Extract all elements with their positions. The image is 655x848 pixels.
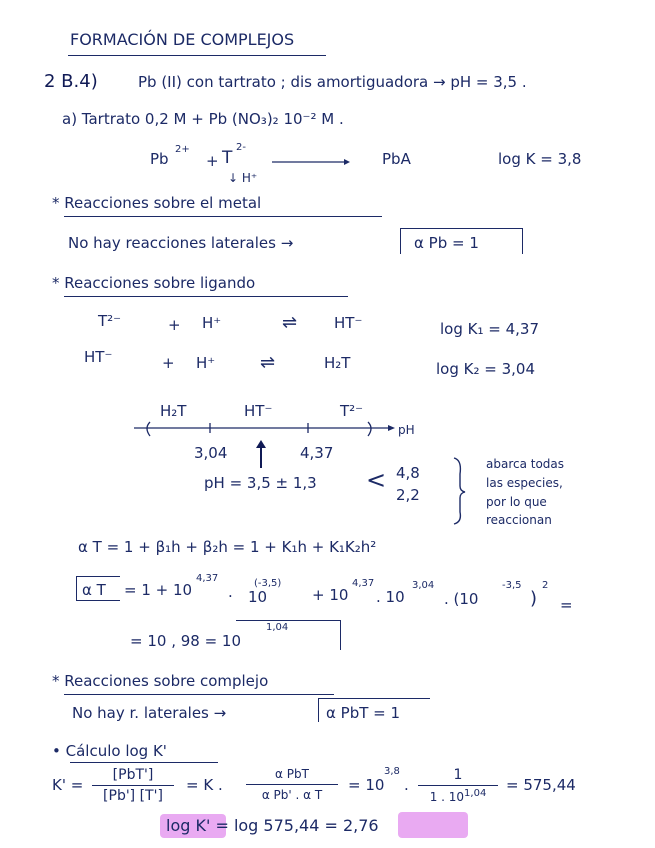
alpha-plus-2: + 10	[312, 586, 349, 604]
note-line-4: reaccionan	[486, 513, 552, 527]
page-title: FORMACIÓN DE COMPLEJOS	[70, 30, 295, 49]
species-t: T²⁻	[340, 402, 364, 420]
alpha-box-left	[76, 576, 77, 600]
fraction-2-denominator: α Pb' . α T	[261, 788, 323, 802]
r1-reactant-b: H⁺	[202, 314, 222, 332]
alpha-close-paren: )	[530, 588, 538, 609]
alpha-dot-1: .	[228, 583, 233, 601]
alpha-box-bottom	[76, 600, 120, 601]
k-calc-heading-underline	[70, 762, 218, 763]
alpha-exp-1: 4,37	[196, 573, 219, 584]
problem-number: 2 B.4)	[44, 71, 98, 92]
note-line-2: las especies,	[486, 476, 563, 490]
fraction-2-bar	[246, 784, 338, 785]
ph-marker-arrow	[254, 440, 268, 470]
ligand-heading: * Reacciones sobre ligando	[52, 274, 256, 292]
alpha-result-exp: 1,04	[266, 622, 289, 633]
alpha-t-general: α T = 1 + β₁h + β₂h = 1 + K₁h + K₁K₂h²	[78, 538, 377, 556]
fraction-3-bar	[418, 785, 498, 786]
main-plus: +	[206, 152, 219, 170]
r2-plus: +	[162, 354, 175, 372]
k-prime-lhs: K' =	[52, 776, 84, 794]
r2-product: H₂T	[324, 354, 351, 372]
r1-reactant-a: T²⁻	[98, 312, 122, 330]
r1-product: HT⁻	[334, 314, 363, 332]
metal-line: No hay reacciones laterales →	[68, 234, 294, 252]
alpha-result-box-top	[236, 620, 340, 621]
k-dot: .	[404, 776, 409, 794]
fraction-3-den-base: 1 . 10	[429, 790, 465, 804]
title-underline	[68, 55, 326, 56]
k-eq-2: = 10	[348, 776, 385, 794]
fraction-3-denominator	[418, 789, 498, 803]
alpha-t-lhs: α T	[82, 581, 106, 599]
complex-result: α PbT = 1	[326, 704, 401, 722]
metal-box-left	[400, 228, 401, 254]
alpha-eq: =	[560, 596, 573, 614]
fraction-1	[92, 768, 174, 803]
alpha-dot-3: . (10	[444, 590, 479, 608]
alpha-result-box-right	[340, 620, 341, 650]
k-eq-3: = 575,44	[506, 776, 576, 794]
metal-box-right	[522, 228, 523, 254]
reactant-pb: Pb	[150, 150, 169, 168]
complex-heading-underline	[64, 694, 334, 695]
reactant-pb-charge: 2+	[175, 144, 190, 155]
fraction-2-numerator: α PbT	[275, 767, 309, 781]
tick-label-1: 3,04	[194, 444, 228, 462]
main-reaction-arrow	[272, 157, 352, 167]
k-exp: 3,8	[384, 766, 400, 777]
main-logk: log K = 3,8	[498, 150, 582, 168]
reactant-t: T	[222, 148, 233, 168]
h-plus-below: ↓ H⁺	[228, 171, 258, 185]
alpha-exp-2: (-3,5)	[254, 578, 282, 589]
lower-value: 2,2	[396, 486, 420, 504]
alpha-exp-5: -3,5	[502, 580, 522, 591]
species-ht: HT⁻	[244, 402, 273, 420]
axis-label-ph: pH	[398, 423, 415, 437]
fraction-3	[418, 768, 498, 803]
r1-logk: log K₁ = 4,37	[440, 320, 539, 338]
alpha-dot-2: . 10	[376, 588, 405, 606]
r1-arrow: ⇌	[282, 312, 298, 333]
fraction-1-denominator: [Pb'] [T']	[103, 788, 163, 804]
highlight-result	[398, 812, 468, 838]
right-brace	[450, 456, 470, 526]
r2-reactant-b: H⁺	[196, 354, 216, 372]
part-a-statement: a) Tartrato 0,2 M + Pb (NO₃)₂ 10⁻² M .	[62, 110, 344, 128]
alpha-result: = 10 , 98 = 10	[130, 632, 242, 650]
r2-logk: log K₂ = 3,04	[436, 360, 535, 378]
r2-reactant-a: HT⁻	[84, 348, 113, 366]
k-calc-heading: • Cálculo log K'	[52, 742, 167, 760]
metal-heading: * Reacciones sobre el metal	[52, 194, 262, 212]
fraction-1-numerator: [PbT']	[112, 767, 154, 783]
complex-box-top	[318, 698, 430, 699]
reactant-t-charge: 2-	[236, 142, 246, 153]
fraction-3-den-exp: 1,04	[464, 788, 487, 799]
note-line-3: por lo que	[486, 495, 547, 509]
ligand-heading-underline	[64, 296, 348, 297]
complex-line: No hay r. laterales →	[72, 704, 227, 722]
alpha-expr-1: = 1 + 10	[124, 581, 193, 599]
product-pba: PbA	[382, 150, 411, 168]
problem-statement: Pb (II) con tartrato ; dis amortiguadora → pH = 3,5 .	[138, 73, 527, 91]
less-than-symbol: <	[366, 466, 387, 494]
k-eq-1: = K .	[186, 776, 223, 794]
ph-range: pH = 3,5 ± 1,3	[204, 474, 317, 492]
species-h2t: H₂T	[160, 402, 187, 420]
alpha-exp-4: 3,04	[412, 580, 435, 591]
upper-value: 4,8	[396, 464, 420, 482]
ph-axis	[130, 418, 410, 448]
alpha-exp-3: 4,37	[352, 578, 375, 589]
fraction-3-numerator: 1	[453, 767, 463, 783]
complex-heading: * Reacciones sobre complejo	[52, 672, 269, 690]
alpha-exp-6: 2	[542, 580, 549, 591]
r2-arrow: ⇌	[260, 352, 276, 373]
final-result: log K' = log 575,44 = 2,76	[166, 816, 379, 835]
r1-plus: +	[168, 316, 181, 334]
complex-box-left	[318, 698, 319, 722]
tick-label-2: 4,37	[300, 444, 334, 462]
alpha-base-2: 10	[248, 588, 268, 606]
metal-box-top	[400, 228, 522, 229]
fraction-1-bar	[92, 785, 174, 786]
fraction-2	[246, 768, 338, 801]
metal-heading-underline	[64, 216, 382, 217]
alpha-box-top	[76, 576, 120, 577]
metal-result: α Pb = 1	[414, 234, 479, 252]
note-line-1: abarca todas	[486, 457, 565, 471]
